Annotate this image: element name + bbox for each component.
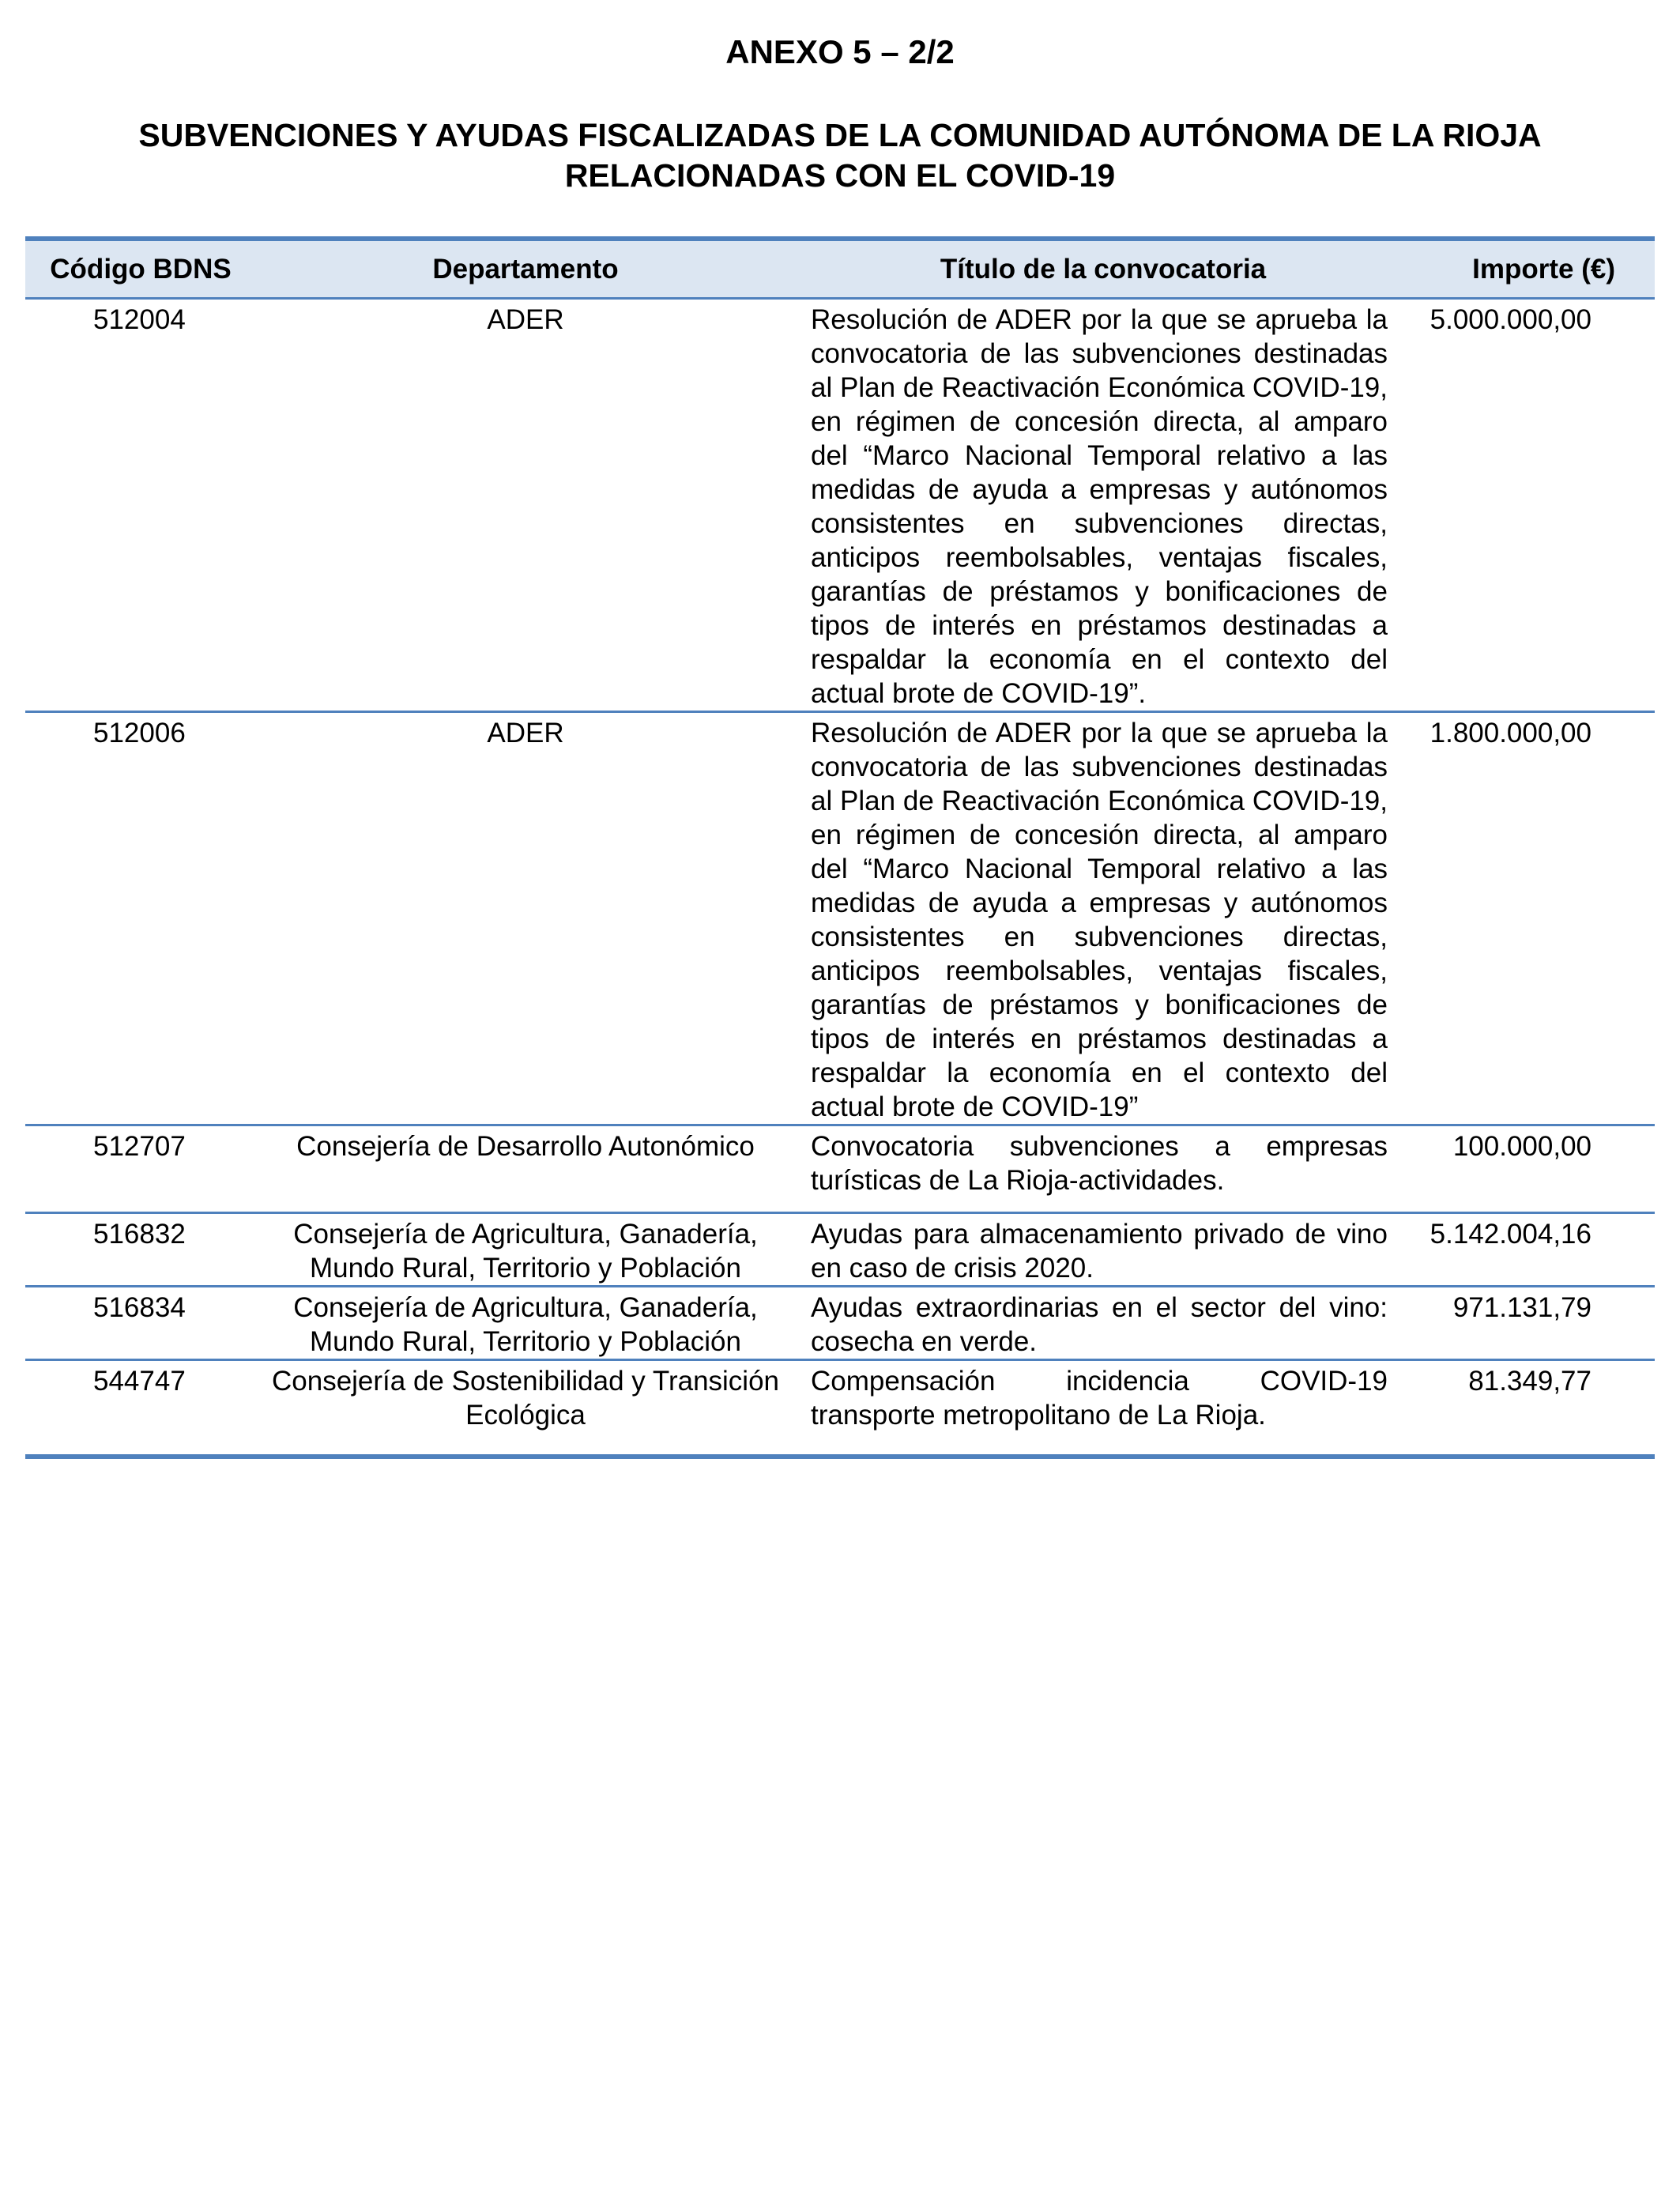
cell-code: 516834 [93,1292,186,1323]
cell-title: Ayudas para almacenamiento privado de vino en caso de crisis 2020. [811,1219,1388,1284]
table-row [25,299,1655,712]
cell-code: 512004 [93,304,186,335]
annex-title: ANEXO 5 – 2/2 [725,33,955,70]
table-row [25,712,1655,1125]
cell-code: 512707 [93,1131,186,1162]
cell-code: 544747 [93,1366,186,1397]
cell-amount: 1.800.000,00 [1430,718,1591,748]
header-amount: Importe (€) [1472,254,1615,285]
cell-amount: 81.349,77 [1468,1366,1591,1397]
table-header-row [25,239,1655,299]
cell-code: 516832 [93,1219,186,1250]
header-department: Departamento [432,254,619,285]
cell-code: 512006 [93,718,186,748]
cell-department: ADER [487,304,564,335]
document-title-line-1: SUBVENCIONES Y AYUDAS FISCALIZADAS DE LA COMUNIDAD AUTÓNOMA DE LA RIOJA [138,117,1542,153]
cell-title: Compensación incidencia COVID-19 transporte metropolitano de La Rioja. [811,1366,1388,1431]
cell-title: Ayudas extraordinarias en el sector del vino: cosecha en verde. [811,1292,1388,1357]
document-title [32,115,1648,196]
table-body [25,299,1655,1457]
grants-table [25,236,1655,1459]
cell-title: Resolución de ADER por la que se aprueba la convocatoria de las subvenciones destinadas al Plan de Reactivación Económica COVID-19, en régimen de concesión directa, al amparo del “Marco Nacional Temporal relativo a las medidas de ayuda a empresas y autónomos consistentes en subvenciones directas, anticipos reembolsables, ventajas fiscales, garantías de préstamos y bonificaciones de tipos de interés en préstamos destinadas a respaldar la economía en el contexto del actual brote de COVID-19” [811,718,1388,1122]
cell-department: Consejería de Agricultura, Ganadería, Mundo Rural, Territorio y Población [293,1219,758,1284]
grants-table-container [25,236,1655,1459]
cell-amount: 5.142.004,16 [1430,1219,1591,1250]
cell-department: Consejería de Desarrollo Autonómico [296,1131,755,1162]
header-code: Código BDNS [50,254,232,285]
cell-amount: 971.131,79 [1452,1292,1591,1323]
cell-amount: 100.000,00 [1452,1131,1591,1162]
cell-amount: 5.000.000,00 [1430,304,1591,335]
header-title: Título de la convocatoria [940,254,1267,285]
table-row [25,1125,1655,1213]
cell-title: Resolución de ADER por la que se aprueba la convocatoria de las subvenciones destinadas al Plan de Reactivación Económica COVID-19, en régimen de concesión directa, al amparo del “Marco Nacional Temporal relativo a las medidas de ayuda a empresas y autónomos consistentes en subvenciones directas, anticipos reembolsables, ventajas fiscales, garantías de préstamos y bonificaciones de tipos de interés en préstamos destinadas a respaldar la economía en el contexto del actual brote de COVID-19”. [811,304,1388,709]
document-title-line-2: RELACIONADAS CON EL COVID-19 [564,157,1116,194]
table-row [25,1287,1655,1360]
cell-department: ADER [487,718,564,748]
table-header [25,239,1655,299]
cell-department: Consejería de Agricultura, Ganadería, Mundo Rural, Territorio y Población [293,1292,758,1357]
table-row [25,1360,1655,1457]
cell-department: Consejería de Sostenibilidad y Transición Ecológica [271,1366,780,1431]
cell-title: Convocatoria subvenciones a empresas turísticas de La Rioja-actividades. [811,1131,1388,1196]
table-row [25,1213,1655,1287]
